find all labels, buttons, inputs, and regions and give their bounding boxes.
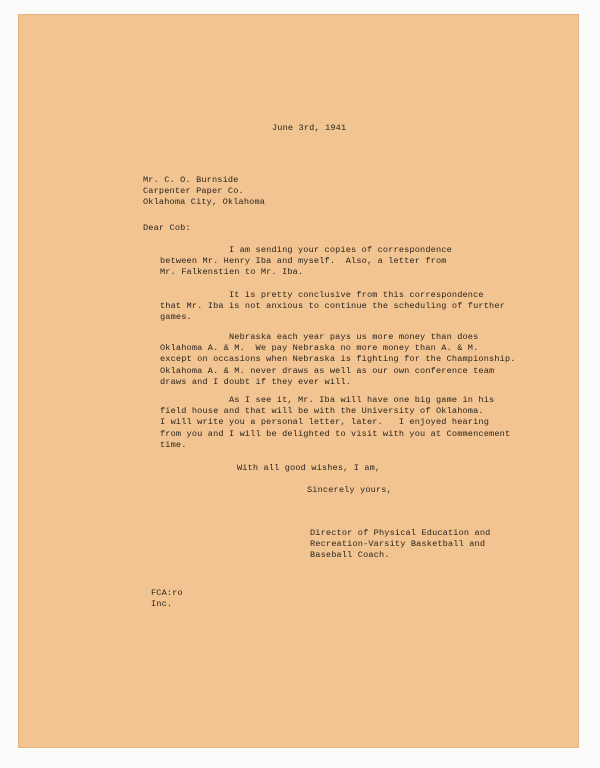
salutation: Dear Cob: [143,223,191,233]
signoff: Sincerely yours, [307,485,392,495]
recipient-address [143,175,265,209]
closing-line: With all good wishes, I am, [237,463,381,473]
body-paragraph: I am sending your copies of correspondence between Mr. Henry Iba and myself. Also, a letter from Mr. Falkenstien to Mr. Iba. [160,245,452,278]
body-paragraph: Nebraska each year pays us more money than does Oklahoma A. & M. We pay Nebraska no more money than A. & M. except on occasions when Nebraska is fighting for the Championship. Oklahoma A. & M. never draws as well as our own conference team draws and I doubt if they ever will. [160,332,516,387]
body-paragraph: As I see it, Mr. Iba will have one big game in his field house and that will be with the University of Oklahoma. I will write you a personal letter, later. I enjoyed hearing from you and I will be delighted to visit with you at Commencement time. [160,395,511,450]
recipient-name: Mr. C. O. Burnside [143,175,239,185]
letter-date: June 3rd, 1941 [272,123,347,133]
signer-title: Director of Physical Education and Recreation-Varsity Basketball and Baseball Coach. [310,528,491,561]
recipient-company: Carpenter Paper Co. [143,186,244,197]
reference-initials: FCA:ro Inc. [151,588,183,610]
body-paragraph: It is pretty conclusive from this correspondence that Mr. Iba is not anxious to continue the scheduling of further games. [160,290,505,323]
recipient-city: Oklahoma City, Oklahoma [143,197,266,208]
